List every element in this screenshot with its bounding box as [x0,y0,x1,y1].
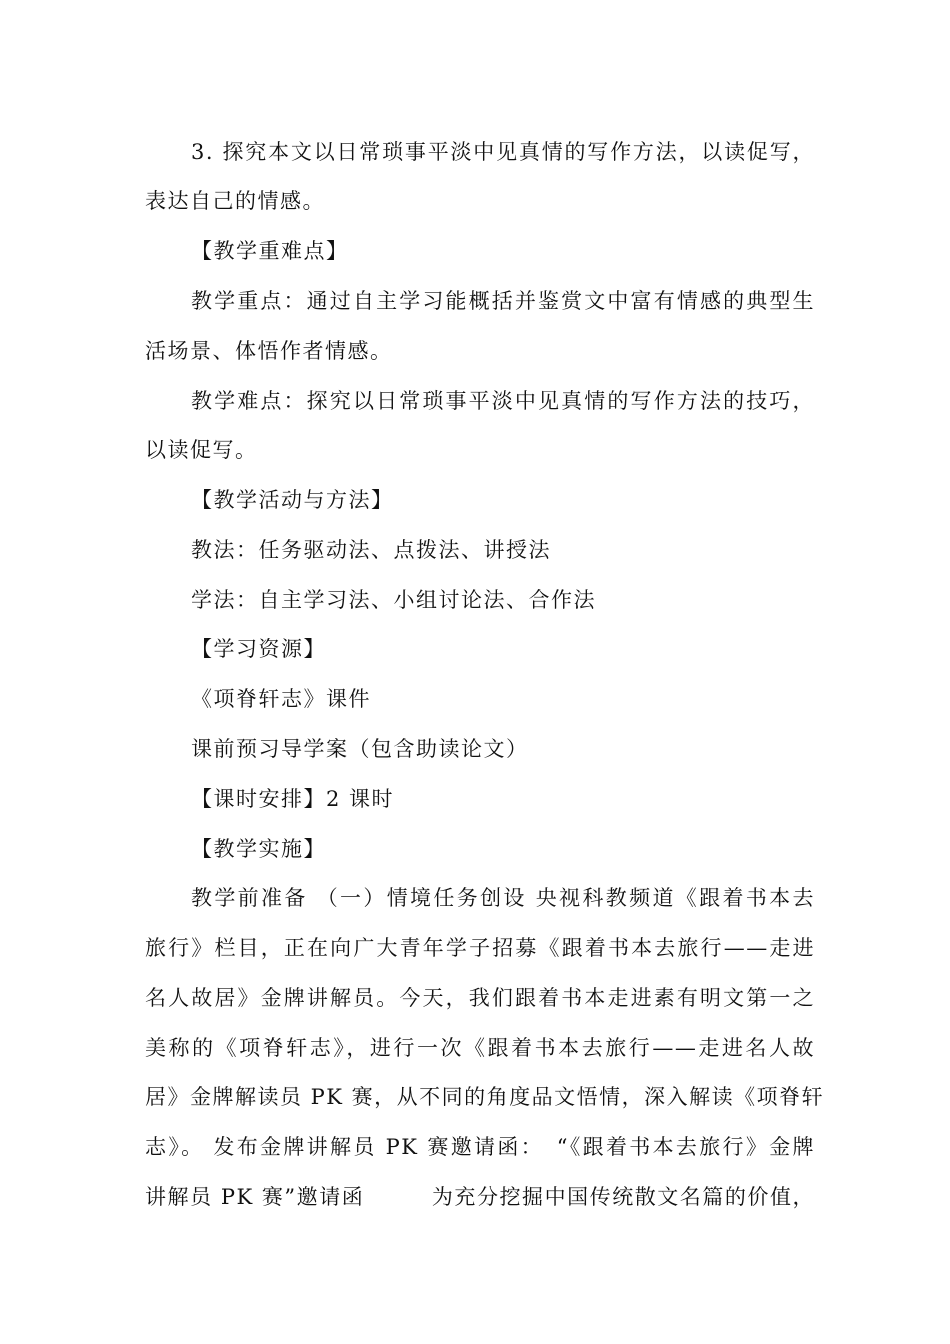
paragraph-line: 3. 探究本文以日常琐事平淡中见真情的写作方法，以读促写， [191,140,815,164]
paragraph-line: 教学难点：探究以日常琐事平淡中见真情的写作方法的技巧， [191,389,815,413]
paragraph-line: 活场景、体悟作者情感。 [145,339,393,363]
paragraph-line: 教法：任务驱动法、点拨法、讲授法 [191,538,551,562]
section-heading: 【课时安排】2 课时 [191,787,395,811]
paragraph-line: 教学前准备 （一）情境任务创设 央视科教频道《跟着书本去 [191,886,815,910]
paragraph-line: 名人故居》金牌讲解员。今天，我们跟着书本走进素有明文第一之 [145,986,815,1010]
paragraph-line: 讲解员 PK 赛”邀请函 为充分挖掘中国传统散文名篇的价值， [145,1185,815,1209]
section-heading: 【教学活动与方法】 [191,488,394,512]
paragraph-line: 课前预习导学案（包含助读论文） [191,737,529,761]
paragraph-line: 表达自己的情感。 [145,189,325,213]
section-heading: 【学习资源】 [191,637,326,661]
paragraph-line: 居》金牌解读员 PK 赛，从不同的角度品文悟情，深入解读《项脊轩 [145,1085,825,1109]
paragraph-line: 学法：自主学习法、小组讨论法、合作法 [191,588,596,612]
paragraph-line: 旅行》栏目，正在向广大青年学子招募《跟着书本去旅行——走进 [145,936,815,960]
paragraph-line: 美称的《项脊轩志》，进行一次《跟着书本去旅行——走进名人故 [145,1036,815,1060]
paragraph-line: 教学重点：通过自主学习能概括并鉴赏文中富有情感的典型生 [191,289,815,313]
section-heading: 【教学实施】 [191,837,326,861]
paragraph-line: 以读促写。 [145,438,258,462]
paragraph-line: 志》。 发布金牌讲解员 PK 赛邀请函： “《跟着书本去旅行》金牌 [145,1135,815,1159]
section-heading: 【教学重难点】 [191,239,349,263]
paragraph-line: 《项脊轩志》课件 [191,687,371,711]
